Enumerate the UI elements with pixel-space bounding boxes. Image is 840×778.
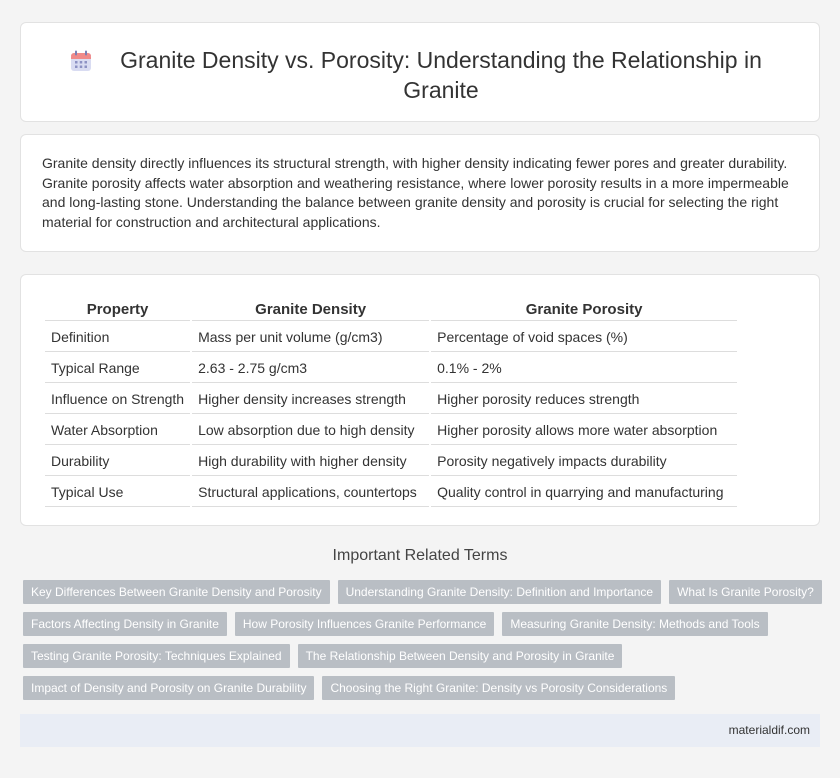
related-terms-list — [23, 580, 823, 708]
table-row — [45, 385, 737, 414]
column-header: Granite Density — [192, 299, 429, 321]
tag-row — [23, 644, 823, 668]
related-term-link[interactable]: Understanding Granite Density: Definition and Importance — [338, 580, 662, 604]
table-cell: Influence on Strength — [45, 385, 190, 414]
table-cell: Percentage of void spaces (%) — [431, 323, 737, 352]
table-cell: Durability — [45, 447, 190, 476]
page-title: Granite Density vs. Porosity: Understanding the Relationship in Granite — [120, 47, 762, 103]
table-cell: Typical Use — [45, 478, 190, 507]
intro-card — [20, 134, 820, 252]
related-term-link[interactable]: How Porosity Influences Granite Performance — [235, 612, 494, 636]
comparison-table-card — [20, 274, 820, 526]
table-cell: Typical Range — [45, 354, 190, 383]
tag-row — [23, 612, 823, 636]
table-cell: Quality control in quarrying and manufacturing — [431, 478, 737, 507]
column-header: Property — [45, 299, 190, 321]
related-term-link[interactable]: Testing Granite Porosity: Techniques Explained — [23, 644, 290, 668]
table-header-row — [45, 299, 737, 321]
table-row — [45, 447, 737, 476]
column-header: Granite Porosity — [431, 299, 737, 321]
table-cell: Higher porosity reduces strength — [431, 385, 737, 414]
table-cell: Porosity negatively impacts durability — [431, 447, 737, 476]
related-term-link[interactable]: Impact of Density and Porosity on Granite Durability — [23, 676, 314, 700]
related-term-link[interactable]: The Relationship Between Density and Porosity in Granite — [298, 644, 623, 668]
related-term-link[interactable]: Factors Affecting Density in Granite — [23, 612, 227, 636]
table-cell: High durability with higher density — [192, 447, 429, 476]
table-cell: Structural applications, countertops — [192, 478, 429, 507]
footer — [20, 714, 820, 747]
comparison-table — [43, 297, 739, 509]
related-term-link[interactable]: What Is Granite Porosity? — [669, 580, 822, 604]
table-row — [45, 478, 737, 507]
related-term-link[interactable]: Choosing the Right Granite: Density vs Porosity Considerations — [322, 676, 675, 700]
table-cell: Water Absorption — [45, 416, 190, 445]
header-card — [20, 22, 820, 122]
table-cell: Mass per unit volume (g/cm3) — [192, 323, 429, 352]
related-term-link[interactable]: Measuring Granite Density: Methods and Tools — [502, 612, 767, 636]
tag-row — [23, 676, 823, 700]
table-cell: 0.1% - 2% — [431, 354, 737, 383]
table-cell: Higher density increases strength — [192, 385, 429, 414]
related-term-link[interactable]: Key Differences Between Granite Density and Porosity — [23, 580, 330, 604]
table-row — [45, 416, 737, 445]
tag-row — [23, 580, 823, 604]
table-row — [45, 323, 737, 352]
table-cell: Higher porosity allows more water absorption — [431, 416, 737, 445]
table-cell: Low absorption due to high density — [192, 416, 429, 445]
table-cell: Definition — [45, 323, 190, 352]
intro-text: Granite density directly influences its structural strength, with higher density indicating fewer pores and greater durability. Granite porosity affects water absorption and weathering resistance, where lower porosity results in a more impermeable and long-lasting stone. Understanding the balance between granite density and porosity is crucial for selecting the right material for construction and architectural applications. — [42, 155, 789, 230]
table-row — [45, 354, 737, 383]
footer-site-name[interactable]: materialdif.com — [728, 723, 810, 737]
related-terms-title: Important Related Terms — [332, 547, 508, 564]
table-cell: 2.63 - 2.75 g/cm3 — [192, 354, 429, 383]
